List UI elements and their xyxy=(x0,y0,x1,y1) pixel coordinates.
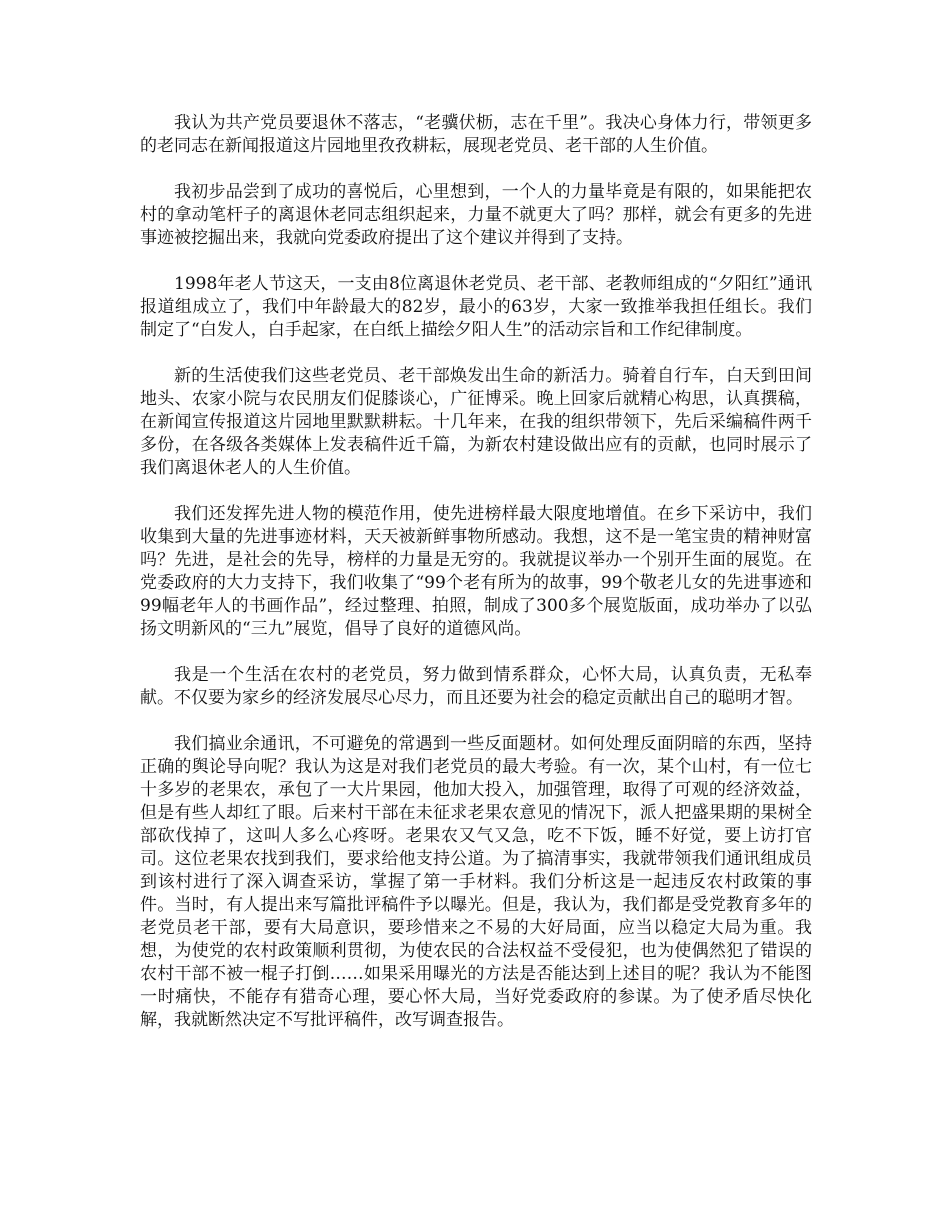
paragraph-2: 我初步品尝到了成功的喜悦后，心里想到，一个人的力量毕竟是有限的，如果能把农村的拿动笔杆子的离退休老同志组织起来，力量不就更大了吗？那样，就会有更多的先进事迹被挖掘出来，我就向党委政府提出了这个建议并得到了支持。 xyxy=(140,182,812,248)
paragraph-6: 我是一个生活在农村的老党员，努力做到情系群众，心怀大局，认真负责，无私奉献。不仅要为家乡的经济发展尽心尽力，而且还要为社会的稳定贡献出自己的聪明才智。 xyxy=(140,665,812,708)
paragraph-4: 新的生活使我们这些老党员、老干部焕发出生命的新活力。骑着自行车，白天到田间地头、农家小院与农民朋友们促膝谈心，广征博采。晚上回家后就精心构思，认真撰稿，在新闻宣传报道这片园地里默默耕耘。十几年来，在我的组织带领下，先后采编稿件两千多份，在各级各类媒体上发表稿件近千篇，为新农村建设做出应有的贡献，也同时展示了我们离退休老人的人生价值。 xyxy=(140,366,812,478)
article-body xyxy=(140,112,812,1055)
paragraph-5: 我们还发挥先进人物的模范作用，使先进榜样最大限度地增值。在乡下采访中，我们收集到大量的先进事迹材料，天天被新鲜事物所感动。我想，这不是一笔宝贵的精神财富吗？先进，是社会的先导，榜样的力量是无穷的。我就提议举办一个别开生面的展览。在党委政府的大力支持下，我们收集了“99个老有所为的故事，99个敬老儿女的先进事迹和99幅老年人的书画作品”，经过整理、拍照，制成了300多个展览版面，成功举办了以弘扬文明新风的“三九”展览，倡导了良好的道德风尚。 xyxy=(140,504,812,639)
paragraph-3: 1998年老人节这天，一支由8位离退休老党员、老干部、老教师组成的“夕阳红”通讯报道组成立了，我们中年龄最大的82岁，最小的63岁，大家一致推举我担任组长。我们制定了“白发人，白手起家，在白纸上描绘夕阳人生”的活动宗旨和工作纪律制度。 xyxy=(140,274,812,340)
paragraph-1: 我认为共产党员要退休不落志，“老骥伏枥，志在千里”。我决心身体力行，带领更多的老同志在新闻报道这片园地里孜孜耕耘，展现老党员、老干部的人生价值。 xyxy=(140,113,812,156)
paragraph-7: 我们搞业余通讯，不可避免的常遇到一些反面题材。如何处理反面阴暗的东西，坚持正确的舆论导向呢？我认为这是对我们老党员的最大考验。有一次，某个山村，有一位七十多岁的老果农，承包了一大片果园，他加大投入，加强管理，取得了可观的经济效益，但是有些人却红了眼。后来村干部在未征求老果农意见的情况下，派人把盛果期的果树全部砍伐掉了，这叫人多么心疼呀。老果农又气又急，吃不下饭，睡不好觉，要上访打官司。这位老果农找到我们，要求给他支持公道。为了搞清事实，我就带领我们通讯组成员到该村进行了深入调查采访，掌握了第一手材料。我们分析这是一起违反农村政策的事件。当时，有人提出来写篇批评稿件予以曝光。但是，我认为，我们都是受党教育多年的老党员老干部，要有大局意识，要珍惜来之不易的大好局面，应当以稳定大局为重。我想，为使党的农村政策顺利贯彻，为使农民的合法权益不受侵犯，也为使偶然犯了错误的农村干部不被一棍子打倒……如果采用曝光的方法是否能达到上述目的呢？我认为不能图一时痛快，不能存有猎奇心理，要心怀大局，当好党委政府的参谋。为了使矛盾尽快化解，我就断然决定不写批评稿件，改写调查报告。 xyxy=(140,734,812,1030)
